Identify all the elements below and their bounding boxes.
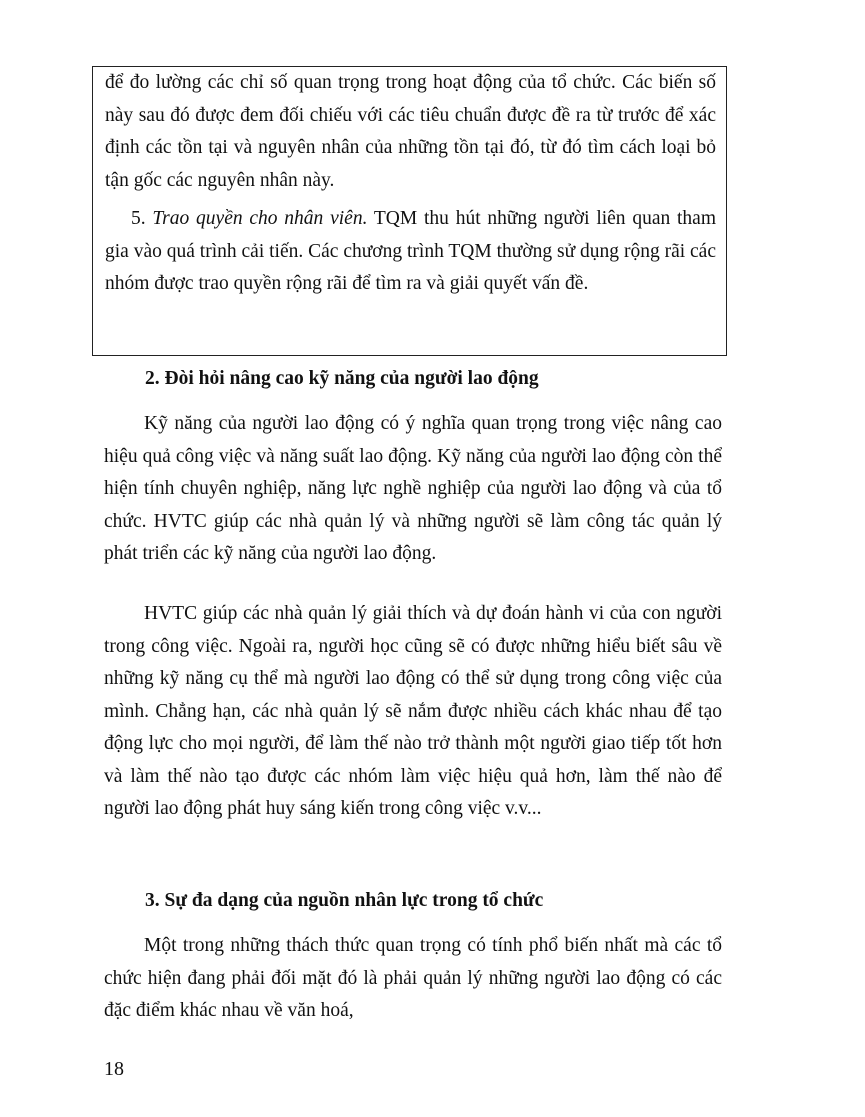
box-paragraph-2	[105, 203, 716, 301]
box-paragraph-2-rest: TQM thu hút những người liên quan tham gia vào quá trình cải tiến. Các chương trình TQM thường sử dụng rộng rãi các nhóm được trao quyền rộng rãi để tìm ra và giải quyết vấn đề.	[105, 208, 717, 294]
box-paragraph-2-number: 5.	[131, 208, 146, 229]
section-2-paragraph-1: Kỹ năng của người lao động có ý nghĩa quan trọng trong việc nâng cao hiệu quả công việc và năng suất lao động. Kỹ năng của người lao động còn thể hiện tính chuyên nghiệp, năng lực nghề nghiệp của người lao động và của tổ chức. HVTC giúp các nhà quản lý và những người sẽ làm công tác quản lý phát triển các kỹ năng của người lao động.	[104, 413, 722, 564]
box-paragraph-2-italic: Trao quyền cho nhân viên.	[152, 208, 368, 229]
section-2-paragraph-2: HVTC giúp các nhà quản lý giải thích và dự đoán hành vi của con người trong công việc. Ngoài ra, người học cũng sẽ có được những hiểu biết sâu về những kỹ năng cụ thể mà người lao động có thể sử dụng trong công việc của mình. Chẳng hạn, các nhà quản lý sẽ nắm được nhiều cách khác nhau để tạo động lực cho mọi người, để làm thế nào trở thành một người giao tiếp tốt hơn và làm thế nào tạo được các nhóm làm việc hiệu quả hơn, làm thế nào để người lao động phát huy sáng kiến trong công việc v.v...	[104, 603, 722, 819]
section-2-heading: 2. Đòi hỏi nâng cao kỹ năng của người lao động	[145, 368, 539, 389]
boxed-text-frame	[92, 66, 727, 356]
section-3-heading: 3. Sự đa dạng của nguồn nhân lực trong tổ chức	[145, 890, 544, 911]
section-3-paragraph-1: Một trong những thách thức quan trọng có tính phổ biến nhất mà các tổ chức hiện đang phải đối mặt đó là phải quản lý những người lao động có các đặc điểm khác nhau về văn hoá,	[104, 935, 722, 1021]
box-paragraph-1: để đo lường các chỉ số quan trọng trong hoạt động của tổ chức. Các biến số này sau đó được đem đối chiếu với các tiêu chuẩn được đề ra từ trước để xác định các tồn tại và nguyên nhân của những tồn tại đó, từ đó tìm cách loại bỏ tận gốc các nguyên nhân này.	[105, 72, 716, 191]
page-number: 18	[104, 1058, 124, 1080]
